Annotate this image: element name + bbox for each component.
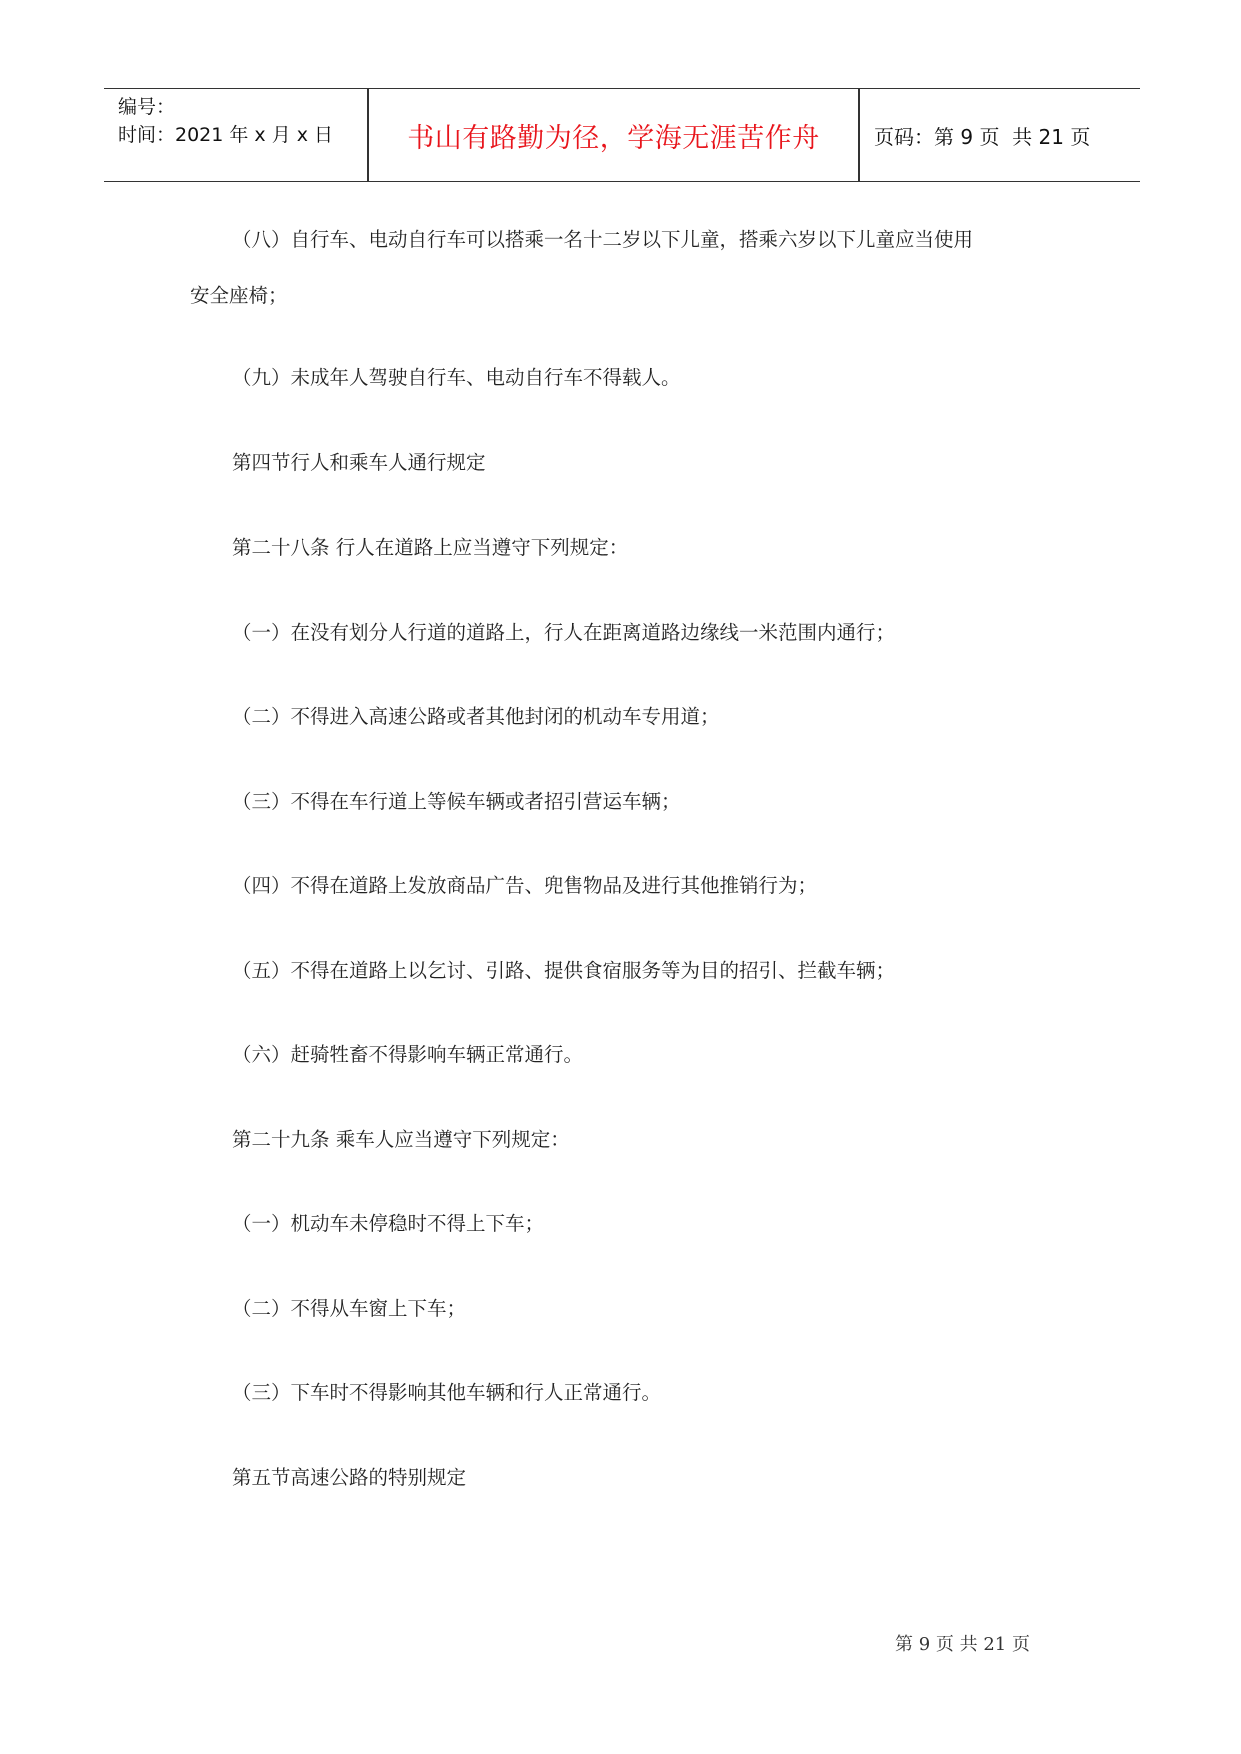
article-heading: 第二十九条 乘车人应当遵守下列规定： bbox=[232, 1128, 570, 1151]
header-motto: 书山有路勤为径，学海无涯苦作舟 bbox=[407, 122, 820, 154]
paragraph: （四）不得在道路上发放商品广告、兜售物品及进行其他推销行为； bbox=[232, 874, 818, 897]
paragraph: （九）未成年人驾驶自行车、电动自行车不得载人。 bbox=[232, 366, 681, 389]
paragraph: （五）不得在道路上以乞讨、引路、提供食宿服务等为目的招引、拦截车辆； bbox=[232, 959, 896, 982]
section-heading: 第五节高速公路的特别规定 bbox=[232, 1466, 467, 1489]
paragraph: （八）自行车、电动自行车可以搭乘一名十二岁以下儿童，搭乘六岁以下儿童应当使用 bbox=[232, 228, 974, 251]
document-time-label: 时间：2021 年 x 月 x 日 bbox=[118, 124, 334, 146]
document-number-label: 编号： bbox=[118, 96, 176, 118]
paragraph: 安全座椅； bbox=[190, 284, 288, 307]
header-page-code: 页码：第 9 页 共 21 页 bbox=[874, 124, 1091, 149]
paragraph: （三）不得在车行道上等候车辆或者招引营运车辆； bbox=[232, 790, 681, 813]
page-footer: 第 9 页 共 21 页 bbox=[895, 1634, 1030, 1655]
paragraph: （二）不得从车窗上下车； bbox=[232, 1297, 467, 1320]
header-divider bbox=[858, 89, 860, 181]
paragraph: （二）不得进入高速公路或者其他封闭的机动车专用道； bbox=[232, 705, 720, 728]
section-heading: 第四节行人和乘车人通行规定 bbox=[232, 451, 486, 474]
paragraph: （一）机动车未停稳时不得上下车； bbox=[232, 1212, 545, 1235]
paragraph: （三）下车时不得影响其他车辆和行人正常通行。 bbox=[232, 1381, 662, 1404]
article-heading: 第二十八条 行人在道路上应当遵守下列规定： bbox=[232, 536, 629, 559]
page-header bbox=[104, 88, 1140, 182]
header-meta bbox=[118, 93, 358, 149]
paragraph: （六）赶骑牲畜不得影响车辆正常通行。 bbox=[232, 1043, 584, 1066]
paragraph: （一）在没有划分人行道的道路上，行人在距离道路边缘线一米范围内通行； bbox=[232, 621, 896, 644]
